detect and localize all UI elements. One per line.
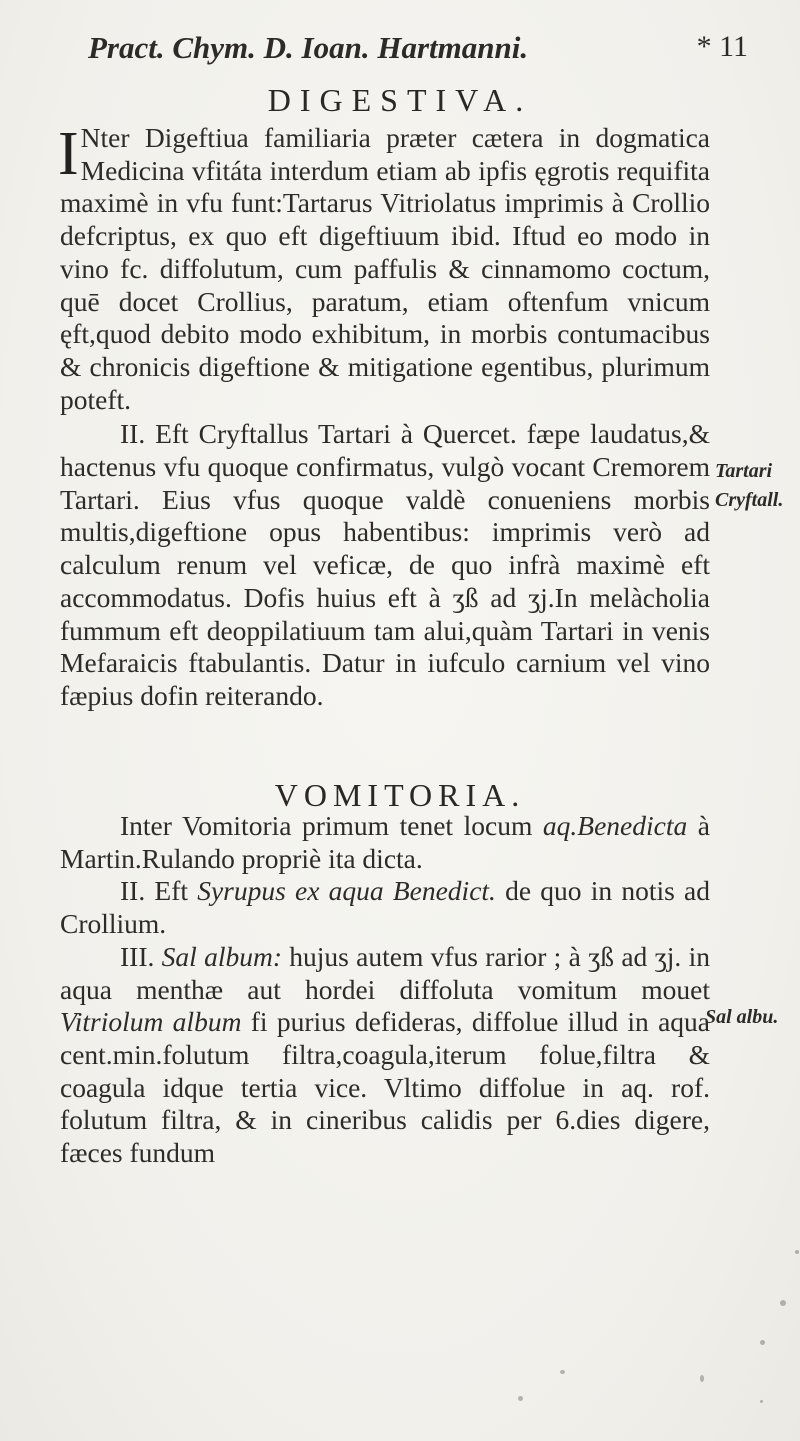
margin-note-tartari: Tartari: [715, 460, 773, 482]
vomitoria-text-block: [60, 810, 710, 1170]
page-number: * 11: [696, 30, 748, 63]
digestiva-paragraph-1-text: Nter Digeftiua familiaria præter cætera in dogmatica Medicina vfitáta interdum etiam ab ipfis ęgrotis requifita maximè in vfu funt:Tartarus Vitriolatus imprimis à Crollio defcriptus, ex quo eft digeftiuum ibid. Iftud eo modo in vino fc. diffolutum, cum paffulis & cinnamomo coctum, quē docet Crollius, paratum, etiam oftenfum vnicum ęft,quod debito modo exhibitum, in morbis contumacibus & chronicis digeftione & mitigatione egentibus, plurimum poteft.: [60, 122, 710, 415]
running-title: Pract. Chym. D. Ioan. Hartmanni.: [88, 30, 529, 65]
vomitoria-p3-text: III.: [120, 940, 162, 972]
vomitoria-paragraph-2: [60, 875, 710, 940]
vomitoria-p2-text: II. Eft: [120, 875, 198, 907]
vomitoria-p1-italic: aq.Benedicta: [542, 810, 688, 841]
margin-note-cryftall: Cryftall.: [715, 489, 784, 511]
vomitoria-paragraph-3: [60, 941, 710, 1170]
vomitoria-p1-rest: à Martin.Rulando propriè ita dicta.: [60, 810, 710, 874]
digestiva-paragraph-2: II. Eft Cryftallus Tartari à Quercet. fæpe laudatus,& hactenus vfu quoque confirmatus, vulgò vocant Cremorem Tartari. Eius vfus quoque valdè conueniens morbis multis,digeftione opus habentibus: imprimis verò ad calculum renum vel veficæ, de quo infrà maximè eft accommodatus. Dofis huius eft à ʒß ad ʒj.In melàcholia fummum eft deoppilatiuum tam alui,quàm Tartari in venis Mefaraicis ftabulantis. Datur in iufculo carnium vel vino fæpius dofin reiterando.: [60, 418, 710, 711]
vomitoria-p3-rest: hujus autem vfus rarior ; à ʒß ad ʒj. in aqua menthæ aut hordei diffoluta vomitum mouet: [60, 940, 710, 1005]
vomitoria-p2-italic: Syrupus ex aqua Benedict.: [197, 875, 496, 907]
paper-speck: [780, 1300, 786, 1306]
vomitoria-p3-rest-2: fi purius defideras, diffolue illud in aqua cent.min.folutum filtra,coagula,iterum folue,filtra & coagula idque tertia vice. Vltimo diffolue in aq. rof. folutum filtra, & in cineribus calidis per 6.dies digere, fæces fundum: [60, 1006, 710, 1169]
vomitoria-p3-italic: Sal album:: [161, 940, 282, 972]
vomitoria-p2-rest: de quo in notis ad Crollium.: [60, 875, 710, 940]
vomitoria-p3-italic-2: Vitriolum album: [60, 1006, 242, 1038]
drop-cap: I: [58, 120, 79, 188]
running-header: [88, 26, 748, 72]
paper-speck: [795, 1250, 799, 1254]
digestiva-text-block: [60, 122, 710, 713]
paper-speck: [760, 1400, 763, 1403]
margin-note-sal-album: Sal albu.: [705, 1006, 779, 1028]
vomitoria-paragraph-1: [60, 810, 710, 875]
vomitoria-p1-text: Inter Vomitoria primum tenet locum: [120, 810, 543, 841]
vomitoria-heading: VOMITORIA.: [274, 777, 526, 813]
paper-speck: [760, 1340, 765, 1345]
paper-speck: [700, 1375, 704, 1382]
paper-speck: [518, 1396, 523, 1401]
digestiva-paragraph-1: [60, 122, 710, 416]
digestiva-heading: DIGESTIVA.: [267, 82, 533, 118]
paper-speck: [560, 1370, 565, 1374]
